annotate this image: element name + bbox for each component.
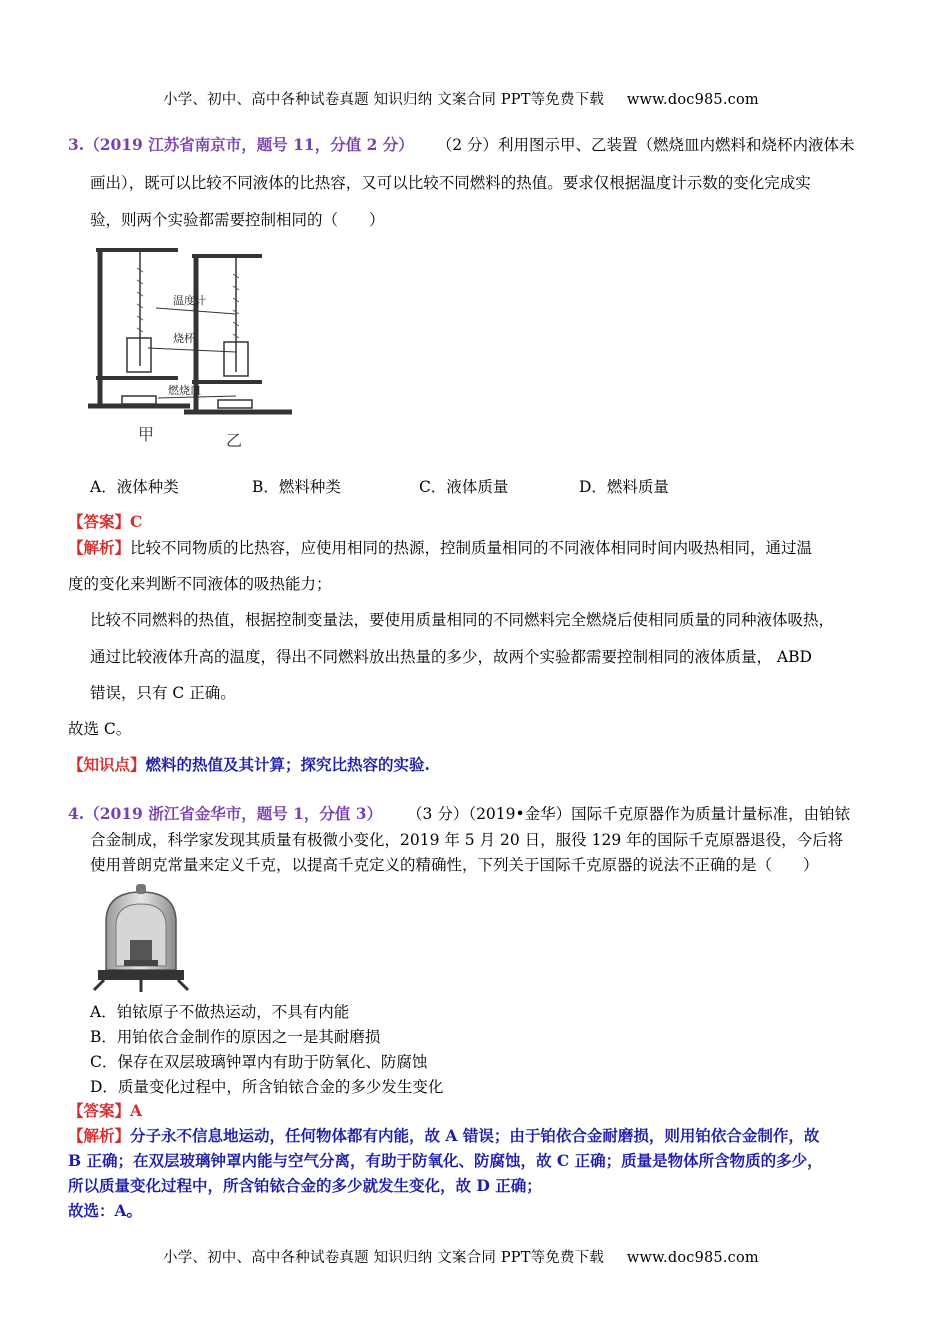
q4-choice: 故选：A。: [68, 1201, 143, 1220]
header-text: 小学、初中、高中各种试卷真题 知识归纳 文案合同 PPT等免费下载: [163, 92, 605, 108]
q4-option-b: B．用铂依合金制作的原因之一是其耐磨损: [90, 1028, 381, 1046]
q4-analysis-text-1: 分子永不信息地运动，任何物体都有内能，故 A 错误；由于铂依合金耐磨损，则用铂依合金制作，故: [130, 1126, 820, 1145]
q3-stem-line2: 画出），既可以比较不同液体的比热容，又可以比较不同燃料的热值。要求仅根据温度计示数的变化完成实: [90, 174, 811, 192]
q4-option-a: A．铂铱原子不做热运动，不具有内能: [90, 1003, 350, 1021]
q4-option-d: D．质量变化过程中，所含铂铱合金的多少发生变化: [90, 1078, 444, 1096]
q4-answer-value: A: [130, 1101, 143, 1120]
q3-knowledge: [68, 756, 430, 775]
q3-answer: [68, 513, 142, 532]
q3-stem-line3: 验，则两个实验都需要控制相同的（ ）: [90, 211, 385, 229]
q4-answer-label: 【答案】: [68, 1101, 131, 1120]
page-header: [163, 88, 759, 109]
q3-analysis-line1: [68, 539, 812, 558]
q3-knowledge-label: 【知识点】: [68, 755, 146, 774]
label-beaker: 烧杯: [173, 332, 195, 345]
q3-option-a: A．液体种类: [90, 478, 179, 496]
q4-answer: [68, 1102, 142, 1121]
q4-option-c: C．保存在双层玻璃钟罩内有助于防氧化、防腐蚀: [90, 1053, 428, 1071]
page-footer: [163, 1246, 759, 1267]
q3-analysis-line3: 比较不同燃料的热值，根据控制变量法，要使用质量相同的不同燃料完全燃烧后使相同质量的同种液体吸热，: [90, 611, 835, 629]
q3-number: 3.: [68, 135, 85, 154]
q3-analysis-text-1: 比较不同物质的比热容，应使用相同的热源，控制质量相同的不同液体相同时间内吸热相同，通过温: [130, 539, 813, 557]
header-site: www.doc985.com: [626, 92, 759, 108]
q3-analysis-line2: 度的变化来判断不同液体的吸热能力；: [68, 575, 332, 593]
q4-number: 4.: [68, 804, 85, 823]
q3-analysis-label: 【解析】: [68, 538, 131, 557]
q4-analysis-line2: B 正确；在双层玻璃钟罩内能与空气分离，有助于防氧化、防腐蚀，故 C 正确；质量是物体所含物质的多少，: [68, 1151, 823, 1170]
q3-analysis-line4: 通过比较液体升高的温度，得出不同燃料放出热量的多少，故两个实验都需要控制相同的液体质量， ABD: [90, 648, 812, 666]
q3-stem-line1: [68, 136, 855, 155]
q4-analysis-line3: 所以质量变化过程中，所含铂铱合金的多少就发生变化，故 D 正确；: [68, 1176, 542, 1195]
label-yi: 乙: [226, 431, 243, 450]
q3-source: （2019 江苏省南京市，题号 11，分值 2 分）: [84, 135, 414, 154]
q3-answer-label: 【答案】: [68, 512, 131, 531]
q4-text-1: （3 分）（2019•金华）国际千克原器作为质量计量标准，由铂铱: [407, 805, 851, 823]
q3-option-c: C．液体质量: [419, 478, 509, 496]
label-thermometer: 温度计: [173, 294, 206, 307]
label-jia: 甲: [138, 425, 155, 444]
q3-analysis-line5: 错误，只有 C 正确。: [90, 684, 236, 702]
q3-option-d: D．燃料质量: [579, 478, 669, 496]
label-dish: 燃烧皿: [168, 384, 201, 397]
kilogram-prototype-photo: [90, 880, 192, 994]
q3-knowledge-text: 燃料的热值及其计算；探究比热容的实验.: [145, 755, 430, 774]
q4-analysis-line1: [68, 1127, 819, 1146]
footer-site: www.doc985.com: [626, 1250, 759, 1266]
q3-text-1: （2 分）利用图示甲、乙装置（燃烧皿内燃料和烧杯内液体未: [436, 136, 855, 154]
footer-text: 小学、初中、高中各种试卷真题 知识归纳 文案合同 PPT等免费下载: [163, 1250, 605, 1266]
q4-analysis-label: 【解析】: [68, 1126, 131, 1145]
q4-stem-line3: 使用普朗克常量来定义千克，以提高千克定义的精确性，下列关于国际千克原器的说法不正确的是（ ）: [90, 856, 819, 874]
q4-source: （2019 浙江省金华市，题号 1，分值 3）: [84, 804, 383, 823]
q4-stem-line1: [68, 805, 850, 824]
q4-stem-line2: 合金制成，科学家发现其质量有极微小变化，2019 年 5 月 20 日，服役 129 年的国际千克原器退役，今后将: [90, 831, 844, 849]
q3-choice: 故选 C。: [68, 720, 132, 738]
q3-apparatus-figure: [86, 238, 301, 453]
q3-option-b: B．燃料种类: [252, 478, 341, 496]
q3-answer-value: C: [130, 512, 143, 531]
